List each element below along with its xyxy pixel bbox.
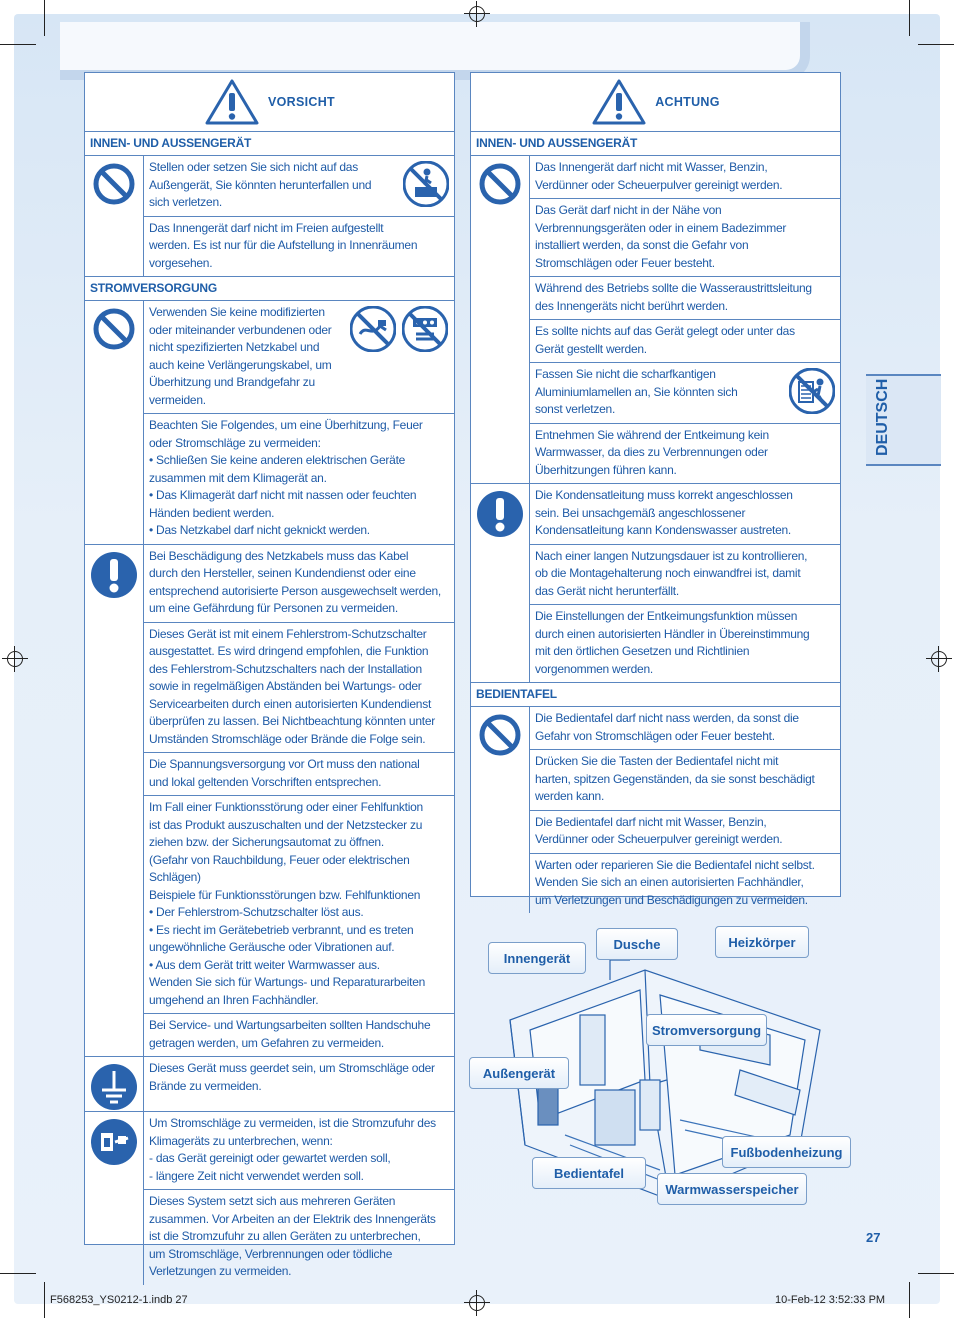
warning-item <box>144 217 454 277</box>
warning-item-text: Das Innengerät darf nicht im Freien aufgestellt werden. Es ist nur für die Aufstellung in Innenräumen vorgesehen. <box>149 220 418 270</box>
crop-mark <box>44 1282 45 1318</box>
warning-item <box>144 1014 454 1056</box>
warning-item-text: Die Einstellungen der Entkeimungsfunktion müssen durch einen autorisierten Händler in Übereinstimmung mit den örtlichen Gesetzen und Richtlinien vorgenommen werden. <box>535 609 810 676</box>
crop-mark <box>918 1273 954 1274</box>
warning-item-text: Entnehmen Sie während der Entkeimung kein Warmwasser, da dies zu Verbrennungen oder Überhitzungen führen kann. <box>535 427 769 477</box>
warning-item <box>530 277 840 320</box>
warning-item <box>530 545 840 606</box>
warning-item-text: Um Stromschläge zu vermeiden, ist die Stromzufuhr des Klimageräts zu unterbrechen, wenn: - das Gerät gereinigt oder gewartet werden soll, - längere Zeit nicht verwendet werden soll. <box>149 1116 436 1183</box>
prohibition-icon <box>471 707 530 913</box>
crop-mark <box>44 0 45 36</box>
warning-item <box>530 424 840 484</box>
no-touch-fins-icon <box>789 368 835 420</box>
warning-item-text: Das Innengerät darf nicht mit Wasser, Benzin, Verdünner oder Scheuerpulver gereinigt werden. <box>535 160 783 192</box>
section-title: STROMVERSORGUNG <box>85 277 454 301</box>
warning-item-text: Verwenden Sie keine modifizierten oder miteinander verbundenen oder nicht spezifizierten Netzkabel und auch keine Verlängerungskabel, um Überhitzung und Brandgefahr zu vermeiden. <box>149 305 332 407</box>
warning-table <box>470 72 841 907</box>
warning-item <box>530 156 840 199</box>
warning-item-text: Bei Service- und Wartungsarbeiten sollten Handschuhe getragen werden, um Gefahren zu vermeiden. <box>149 1018 431 1050</box>
no-modified-cable-icon <box>350 306 396 358</box>
warning-item <box>144 753 454 796</box>
warning-item-text: Nach einer langen Nutzungsdauer ist zu kontrollieren, ob die Montagehalterung noch einwandfrei ist, damit das Gerät nicht herunterfällt. <box>535 548 808 598</box>
warning-item-text: Stellen oder setzen Sie sich nicht auf das Außengerät, Sie könnten herunterfallen und sich verletzen. <box>149 160 372 209</box>
prohibition-icon <box>85 301 144 544</box>
warning-item <box>144 1057 454 1099</box>
crop-mark <box>0 44 36 45</box>
warning-item <box>144 796 454 1014</box>
warning-item-text: Drücken Sie die Tasten der Bedientafel nicht mit harten, spitzen Gegenständen, da sie sonst beschädigt werden kann. <box>535 754 815 803</box>
warning-item <box>530 605 840 682</box>
label-innengeraet: Innengerät <box>488 942 586 974</box>
warning-item-text: Das Gerät darf nicht in der Nähe von Verbrennungsgeräten oder in einem Badezimmer installiert werden, da sonst die Gefahr von Stromschlägen oder Feuer besteht. <box>535 203 787 270</box>
section-title: INNEN- UND AUSSENGERÄT <box>85 132 454 156</box>
warning-item-text: Dieses System setzt sich aus mehreren Geräten zusammen. Vor Arbeiten an der Elektrik des Innengeräts ist die Stromzufuhr zu allen Geräten zu unterbrechen, um Stromschläge, Verbrennungen oder tödliche Verletzungen zu vermeiden. <box>149 1194 436 1278</box>
warning-item-text: Die Bedientafel darf nicht mit Wasser, Benzin, Verdünner oder Scheuerpulver gereinigt werden. <box>535 814 783 846</box>
crop-mark <box>918 44 954 45</box>
label-stromversorgung: Stromversorgung <box>646 1014 767 1046</box>
registration-mark-right <box>930 650 948 668</box>
prohibition-icon <box>471 156 530 483</box>
warning-item <box>530 484 840 545</box>
warning-group <box>471 156 840 484</box>
crop-mark <box>909 0 910 36</box>
no-extension-cable-icon <box>402 306 448 358</box>
label-aussengeraet: Außengerät <box>469 1057 569 1089</box>
warning-item-text: Bei Beschädigung des Netzkabels muss das Kabel durch den Hersteller, seinen Kundendienst oder eine entsprechend autorisierte Person ausgewechselt werden, um eine Gefährdung für Personen zu vermeiden. <box>149 548 442 615</box>
warning-item <box>144 623 454 754</box>
caution-table <box>84 72 455 1278</box>
warning-item <box>530 707 840 750</box>
warning-group <box>471 484 840 683</box>
warning-item-text: Dieses Gerät muss geerdet sein, um Stromschläge oder Brände zu vermeiden. <box>149 1061 435 1093</box>
warning-item-text: Die Kondensatleitung muss korrekt angeschlossen sein. Bei unsachgemäß angeschlossener Kondensatleitung kann Kondenswasser austreten. <box>535 488 793 537</box>
left-header <box>85 73 454 132</box>
warning-item <box>530 363 840 424</box>
warning-item-text: Es sollte nichts auf das Gerät gelegt oder unter das Gerät gestellt werden. <box>535 324 795 356</box>
label-warmwasserspeicher: Warmwasserspeicher <box>657 1173 807 1205</box>
crop-mark <box>0 1273 36 1274</box>
warning-item-text: Warten oder reparieren Sie die Bedientafel nicht selbst. Wenden Sie sich an einen autorisierten Fachhändler, um Verletzungen und Beschädigungen zu vermeiden. <box>535 857 815 907</box>
section-title: INNEN- UND AUSSENGERÄT <box>471 132 840 156</box>
warning-triangle-icon <box>204 78 260 126</box>
page-number: 27 <box>866 1230 881 1245</box>
exclamation-icon <box>471 484 530 682</box>
warning-item-text: Beachten Sie Folgendes, um eine Überhitzung, Feuer oder Stromschläge zu vermeiden: • Schließen Sie keine anderen elektrischen Geräte zusammen mit dem Klimagerät an. • Das Klimagerät darf nicht mit nassen oder feuchten Händen bedient werden. • Das Netzkabel darf nicht geknickt werden. <box>149 418 423 537</box>
label-dusche: Dusche <box>596 928 678 960</box>
warning-group <box>471 707 840 913</box>
warning-item-text: Die Spannungsversorgung vor Ort muss den national und lokal geltenden Vorschriften entsprechen. <box>149 757 420 789</box>
warning-item <box>530 199 840 277</box>
warning-item <box>144 545 454 623</box>
warning-item-text: Im Fall einer Funktionsstörung oder einer Fehlfunktion ist das Produkt auszuschalten und der Netzstecker zu ziehen bzw. der Sicherungsautomat zu öffnen. (Gefahr von Rauchbildung, Feuer oder elektrischen Schlägen) Beispiele für Funktionsstörungen bzw. Fehlfunktionen • Der Fehlerstrom-Schutzschalter löst aus. • Es riecht im Gerätebetrieb verbrannt, und es treten ungewöhnliche Geräusche oder Vibrationen auf. • Aus dem Gerät tritt weiter Warmwasser aus. Wenden Sie sich für Wartungs- und Reparaturarbeiten umgehend an Ihren Fachhändler. <box>149 800 426 1007</box>
footer-timestamp: 10-Feb-12 3:52:33 PM <box>775 1294 886 1306</box>
warning-item <box>144 414 454 544</box>
label-heizkoerper: Heizkörper <box>715 926 809 958</box>
warning-item <box>530 854 840 914</box>
warning-group <box>85 1057 454 1112</box>
footer-file-info: F568253_YS0212-1.indb 27 <box>50 1294 188 1306</box>
unplug-icon <box>85 1112 144 1285</box>
right-header-title: ACHTUNG <box>655 95 720 109</box>
registration-mark-top <box>468 5 486 23</box>
warning-group <box>85 156 454 277</box>
warning-item <box>530 320 840 363</box>
warning-group <box>85 545 454 1058</box>
warning-triangle-icon <box>591 78 647 126</box>
warning-item-text: Während des Betriebs sollte die Wasseraustrittsleitung des Innengeräts nicht berührt werden. <box>535 281 812 313</box>
warning-item <box>530 811 840 854</box>
warning-item <box>144 1190 454 1285</box>
crop-mark <box>909 1282 910 1318</box>
warning-item <box>144 1112 454 1190</box>
warning-item-text: Dieses Gerät ist mit einem Fehlerstrom-Schutzschalter ausgestattet. Es wird dringend empfohlen, die Funktion des Fehlerstrom-Schutzschalters nach der Installation sowie in regelmäßigen Abständen bei Wartungs- oder Servicearbeiten durch einen autorisierten Kundendienst überprüfen zu lassen. Bei Nichtbeachtung könnten unter Umständen Stromschläge oder Brände die Folge sein. <box>149 626 436 746</box>
section-title: BEDIENTAFEL <box>471 683 840 707</box>
language-tab: DEUTSCH <box>866 374 941 466</box>
no-standing-icon <box>403 161 449 213</box>
label-bedientafel: Bedientafel <box>532 1157 646 1189</box>
warning-item-text: Fassen Sie nicht die scharfkantigen Aluminiumlamellen an, Sie könnten sich sonst verletzen. <box>535 367 738 416</box>
exclamation-icon <box>85 545 144 1057</box>
warning-group <box>85 301 454 545</box>
registration-mark-bottom <box>468 1294 486 1312</box>
right-header <box>471 73 840 132</box>
prohibition-icon <box>85 156 144 276</box>
warning-item-text: Die Bedientafel darf nicht nass werden, da sonst die Gefahr von Stromschlägen oder Feuer besteht. <box>535 711 799 743</box>
left-header-title: VORSICHT <box>268 95 335 109</box>
warning-item <box>144 156 454 217</box>
warning-item <box>530 750 840 811</box>
warning-item <box>144 301 454 414</box>
warning-group <box>85 1112 454 1285</box>
ground-icon <box>85 1057 144 1111</box>
registration-mark-left <box>6 650 24 668</box>
label-fussbodenheizung: Fußbodenheizung <box>722 1136 851 1168</box>
